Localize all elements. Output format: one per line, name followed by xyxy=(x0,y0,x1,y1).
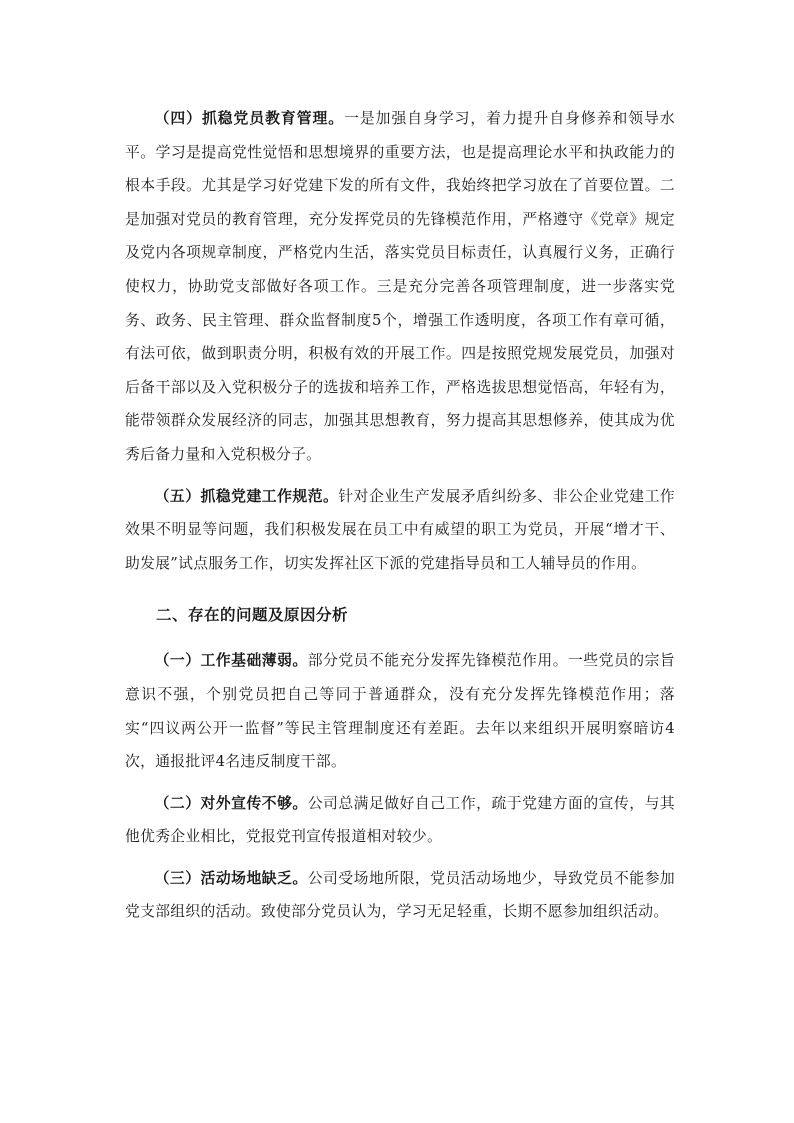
paragraph-lead: （二）对外宣传不够。 xyxy=(154,794,308,812)
spacer xyxy=(125,580,675,598)
paragraph-lack-of-venues xyxy=(125,862,675,929)
section-heading: 二、存在的问题及原因分析 xyxy=(156,606,349,625)
paragraph-text: 一是加强自身学习，着力提升自身修养和领导水平。学习是提高党性觉悟和思想境界的重要方法，也是提高理论水平和执政能力的根本手段。尤其是学习好党建下发的所有文件，我始终把学习放在了首要位置。二是加强对党员的教育管理，充分发挥党员的先锋模范作用，严格遵守《党章》规定及党内各项规章制度，严格党内生活，落实党员目标责任，认真履行义务，正确行使权力，协助党支部做好各项工作。三是充分完善各项管理制度，进一步落实党务、政务、民主管理、群众监督制度5个，增强工作透明度，各项工作有章可循，有法可依，做到职责分明，积极有效的开展工作。四是按照党规发展党员，加强对后备干部以及入党积极分子的选拔和培养工作，严格选拔思想觉悟高，年轻有为，能带领群众发展经济的同志，加强其思想教育，努力提高其思想修养，使其成为优秀后备力量和入党积极分子。 xyxy=(125,110,675,463)
spacer xyxy=(125,472,675,480)
paragraph-lead: （四）抓稳党员教育管理。 xyxy=(154,110,345,127)
spacer xyxy=(125,854,675,862)
document-body xyxy=(125,102,675,929)
paragraph-lead: （五）抓稳党建工作规范。 xyxy=(154,487,339,505)
paragraph-party-member-education xyxy=(125,102,675,472)
paragraph-weak-foundation xyxy=(125,644,675,778)
spacer xyxy=(125,632,675,644)
paragraph-text: 针对企业生产发展矛盾纠纷多、非公企业党建工作效果不明显等问题，我们积极发展在员工中有威望的职工为党员，开展“增才干、助发展”试点服务工作，切实发挥社区下派的党建指导员和工人辅导员的作用。 xyxy=(125,487,675,572)
paragraph-text: 公司总满足做好自己工作，疏于党建方面的宣传，与其他优秀企业相比，党报党刊宣传报道相对较少。 xyxy=(125,794,675,846)
paragraph-lead: （三）活动场地缺乏。 xyxy=(154,869,308,887)
paragraph-party-building-standards xyxy=(125,480,675,581)
paragraph-text: 部分党员不能充分发挥先锋模范作用。一些党员的宗旨意识不强，个别党员把自己等同于普通群众，没有充分发挥先锋模范作用；落实“四议两公开一监督”等民主管理制度还有差距。去年以来组织开展明察暗访4次，通报批评4名违反制度干部。 xyxy=(125,652,675,771)
paragraph-lead: （一）工作基础薄弱。 xyxy=(154,652,308,670)
paragraph-insufficient-publicity xyxy=(125,787,675,854)
paragraph-text: 公司受场地所限，党员活动场地少，导致党员不能参加党支部组织的活动。致使部分党员认为，学习无足轻重，长期不愿参加组织活动。 xyxy=(125,869,675,921)
spacer xyxy=(125,779,675,787)
